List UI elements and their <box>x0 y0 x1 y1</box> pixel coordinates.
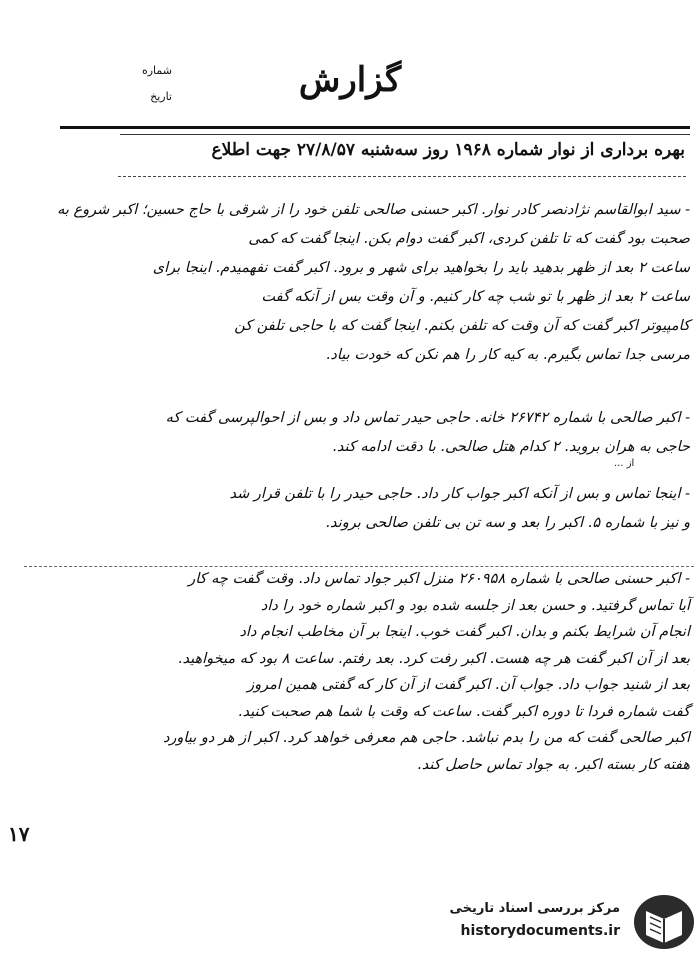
subject-underline <box>118 176 686 177</box>
section-line: ساعت ۲ بعد از ظهر بدهید باید را بخواهید برای شهر و برود. اکبر گفت نفهمیدم. اینجا برای <box>152 260 690 276</box>
number-label: شماره <box>141 64 172 77</box>
report-section-1 <box>40 196 690 370</box>
section-line: و نیز با شماره ۵. اکبر را بعد و سه تن بی تلفن صالحی بروند. <box>325 515 690 531</box>
section-line: انجام آن شرایط بکنم و بدان. اکبر گفت خوب. اینجا بر آن مخاطب انجام داد <box>239 624 690 640</box>
section-line: حاجی به هران بروید. ۲ کدام هتل صالحی. با دقت ادامه کند. <box>332 439 690 455</box>
margin-note: از ... <box>614 458 635 469</box>
section-line: - اینجا تماس و بس از آنکه اکبر جواب کار داد. حاجی حیدر را با تلفن قرار شد <box>229 486 690 502</box>
section-line: بعد از شنید جواب داد. جواب آن. اکبر گفت از آن کار که گفتی همین امروز <box>247 677 690 693</box>
section-line: آیا تماس گرفتید. و حسن بعد از جلسه شده بود و اکبر شماره خود را داد <box>260 597 690 614</box>
report-section-3 <box>40 480 690 538</box>
watermark-org-name: مرکز بررسی اسناد تاریخی <box>449 901 620 916</box>
section-line: - اکبر حسنی صالحی با شماره ۲۶۰۹۵۸ منزل اکبر جواد تماس داد. وقت گفت چه کار <box>188 571 690 587</box>
section-line: اکبر صالحی گفت که من را بدم نباشد. حاجی هم معرفی خواهد کرد. اکبر از هر دو بیاورد <box>162 730 690 746</box>
watermark-url: historydocuments.ir <box>460 923 620 939</box>
header-divider-thin <box>120 134 690 135</box>
section-line: هفته کار بسته اکبر. به جواد تماس حاصل کند. <box>417 756 690 773</box>
watermark <box>410 893 700 953</box>
header-divider <box>60 126 690 129</box>
section-line: ساعت ۲ بعد از ظهر با تو شب چه کار کنیم. و آن وقت بس از آنکه گفت <box>261 289 690 305</box>
report-subject: بهره برداری از نوار شماره ۱۹۶۸ روز سه‌شنبه ۲۷/۸/۵۷ جهت اطلاع <box>211 140 685 160</box>
section-line: مرسی جدا تماس بگیرم. به کیه کار را هم نکن که خودت بیاد. <box>325 347 690 363</box>
date-label: تاریخ <box>150 90 172 103</box>
report-section-2 <box>40 404 690 462</box>
page-number: ۱۷ <box>8 822 30 846</box>
section-line: - سید ابوالقاسم نژاد‌نصر کادر نوار. اکبر حسنی صالحی تلفن خود را از شرقی با حاج حسین؛ اکبر شروع به <box>57 202 690 218</box>
section-line: صحبت بود گفت که تا تلفن کردی، اکبر گفت دوام بکن. اینجا گفت که کمی <box>248 231 690 247</box>
section-line: بعد از آن اکبر گفت هر چه هست. اکبر رفت کرد. بعد رفتم. ساعت ۸ بود که میخواهید. <box>177 650 690 667</box>
section-line: گفت شماره فردا تا دوره اکبر گفت. ساعت که وقت با شما هم صحبت کنید. <box>237 703 690 720</box>
section-line: - اکبر صالحی با شماره ۲۶۷۴۲ خانه. حاجی حیدر تماس داد و بس از احوالپرسی گفت که <box>165 410 690 426</box>
report-section-4 <box>40 566 690 778</box>
book-logo-icon <box>624 893 700 951</box>
page-title: گزارش <box>298 60 402 100</box>
section-line: کامپیوتر اکبر گفت که آن وقت که تلفن بکنم. اینجا گفت که با حاجی تلفن کن <box>234 318 690 334</box>
